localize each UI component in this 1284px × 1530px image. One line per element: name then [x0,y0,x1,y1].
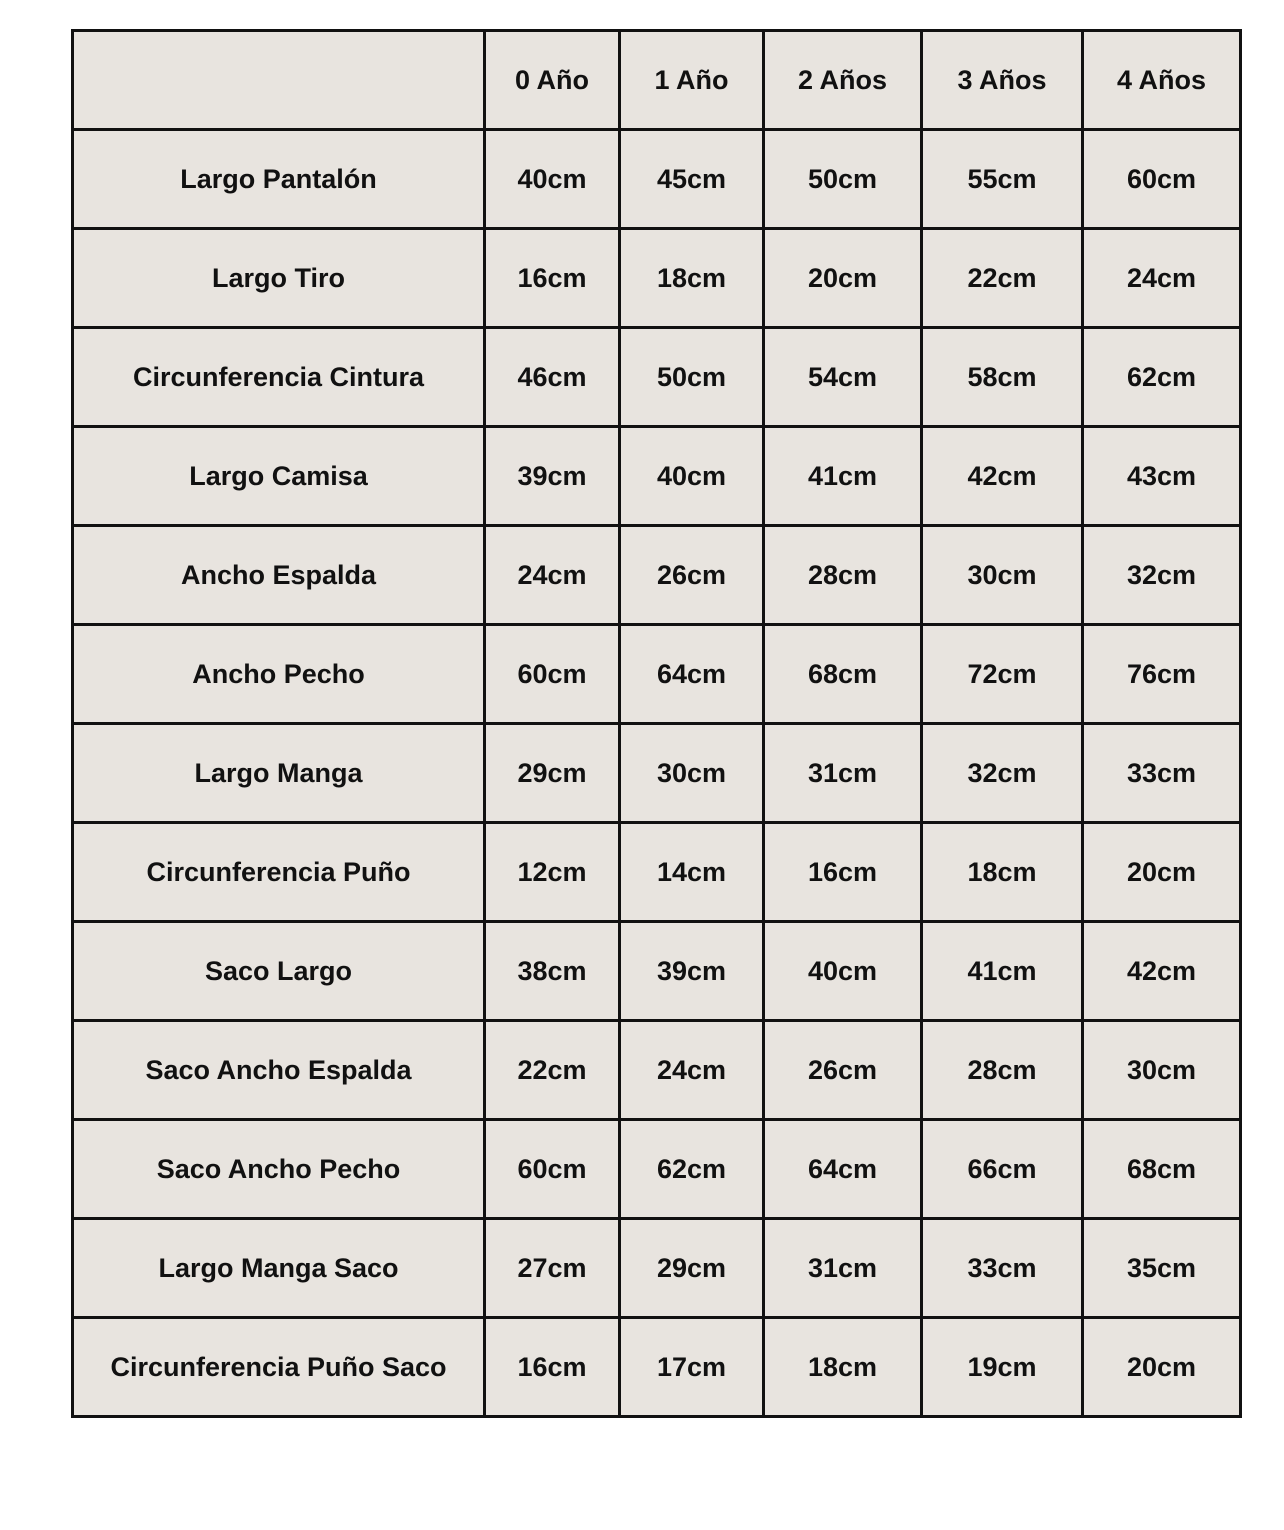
table-cell: 41cm [922,922,1083,1021]
header-corner-cell [73,31,485,130]
header-row [73,31,1241,130]
row-label: Ancho Pecho [73,625,485,724]
table-cell: 16cm [764,823,922,922]
table-cell: 30cm [922,526,1083,625]
table-row [73,526,1241,625]
table-cell: 68cm [764,625,922,724]
table-row [73,229,1241,328]
table-cell: 32cm [922,724,1083,823]
row-label: Circunferencia Cintura [73,328,485,427]
table-cell: 50cm [764,130,922,229]
table-cell: 62cm [620,1120,764,1219]
table-row [73,1318,1241,1417]
row-label: Saco Ancho Espalda [73,1021,485,1120]
table-cell: 54cm [764,328,922,427]
row-label: Circunferencia Puño Saco [73,1318,485,1417]
table-row [73,823,1241,922]
table-cell: 33cm [1083,724,1241,823]
table-row [73,427,1241,526]
row-label: Largo Camisa [73,427,485,526]
table-cell: 30cm [620,724,764,823]
table-row [73,1120,1241,1219]
table-cell: 60cm [1083,130,1241,229]
table-cell: 17cm [620,1318,764,1417]
header-age-0: 0 Año [485,31,620,130]
table-cell: 12cm [485,823,620,922]
table-cell: 40cm [485,130,620,229]
table-cell: 72cm [922,625,1083,724]
table-cell: 16cm [485,1318,620,1417]
table-cell: 31cm [764,1219,922,1318]
table-cell: 64cm [620,625,764,724]
table-cell: 16cm [485,229,620,328]
table-row [73,724,1241,823]
table-cell: 62cm [1083,328,1241,427]
table-cell: 38cm [485,922,620,1021]
table-cell: 43cm [1083,427,1241,526]
row-label: Ancho Espalda [73,526,485,625]
table-cell: 76cm [1083,625,1241,724]
table-row [73,130,1241,229]
table-cell: 32cm [1083,526,1241,625]
table-cell: 35cm [1083,1219,1241,1318]
header-age-2: 2 Años [764,31,922,130]
row-label: Saco Ancho Pecho [73,1120,485,1219]
table-cell: 60cm [485,1120,620,1219]
table-cell: 40cm [620,427,764,526]
table-cell: 27cm [485,1219,620,1318]
table-cell: 20cm [764,229,922,328]
table-cell: 31cm [764,724,922,823]
table-cell: 30cm [1083,1021,1241,1120]
table-cell: 26cm [764,1021,922,1120]
table-cell: 24cm [1083,229,1241,328]
table-row [73,1219,1241,1318]
table-cell: 19cm [922,1318,1083,1417]
table-cell: 18cm [620,229,764,328]
table-cell: 26cm [620,526,764,625]
table-row [73,328,1241,427]
size-chart-table [71,29,1242,1418]
table-row [73,1021,1241,1120]
header-age-1: 1 Año [620,31,764,130]
table-cell: 39cm [620,922,764,1021]
table-cell: 20cm [1083,823,1241,922]
header-age-3: 3 Años [922,31,1083,130]
table-cell: 28cm [764,526,922,625]
row-label: Largo Pantalón [73,130,485,229]
table-cell: 20cm [1083,1318,1241,1417]
table-cell: 14cm [620,823,764,922]
table-cell: 42cm [922,427,1083,526]
table-cell: 22cm [485,1021,620,1120]
table-cell: 22cm [922,229,1083,328]
row-label: Largo Manga [73,724,485,823]
row-label: Saco Largo [73,922,485,1021]
table-cell: 29cm [485,724,620,823]
table-cell: 55cm [922,130,1083,229]
table-cell: 64cm [764,1120,922,1219]
table-cell: 66cm [922,1120,1083,1219]
table-row [73,922,1241,1021]
table-row [73,625,1241,724]
table-cell: 24cm [485,526,620,625]
table-cell: 39cm [485,427,620,526]
table-cell: 24cm [620,1021,764,1120]
table-cell: 18cm [764,1318,922,1417]
table-cell: 29cm [620,1219,764,1318]
table-cell: 40cm [764,922,922,1021]
row-label: Circunferencia Puño [73,823,485,922]
row-label: Largo Tiro [73,229,485,328]
table-cell: 60cm [485,625,620,724]
table-cell: 68cm [1083,1120,1241,1219]
table-cell: 50cm [620,328,764,427]
header-age-4: 4 Años [1083,31,1241,130]
row-label: Largo Manga Saco [73,1219,485,1318]
table-cell: 42cm [1083,922,1241,1021]
table-cell: 33cm [922,1219,1083,1318]
table-cell: 28cm [922,1021,1083,1120]
table-cell: 58cm [922,328,1083,427]
table-cell: 45cm [620,130,764,229]
table-cell: 18cm [922,823,1083,922]
table-cell: 41cm [764,427,922,526]
table-cell: 46cm [485,328,620,427]
